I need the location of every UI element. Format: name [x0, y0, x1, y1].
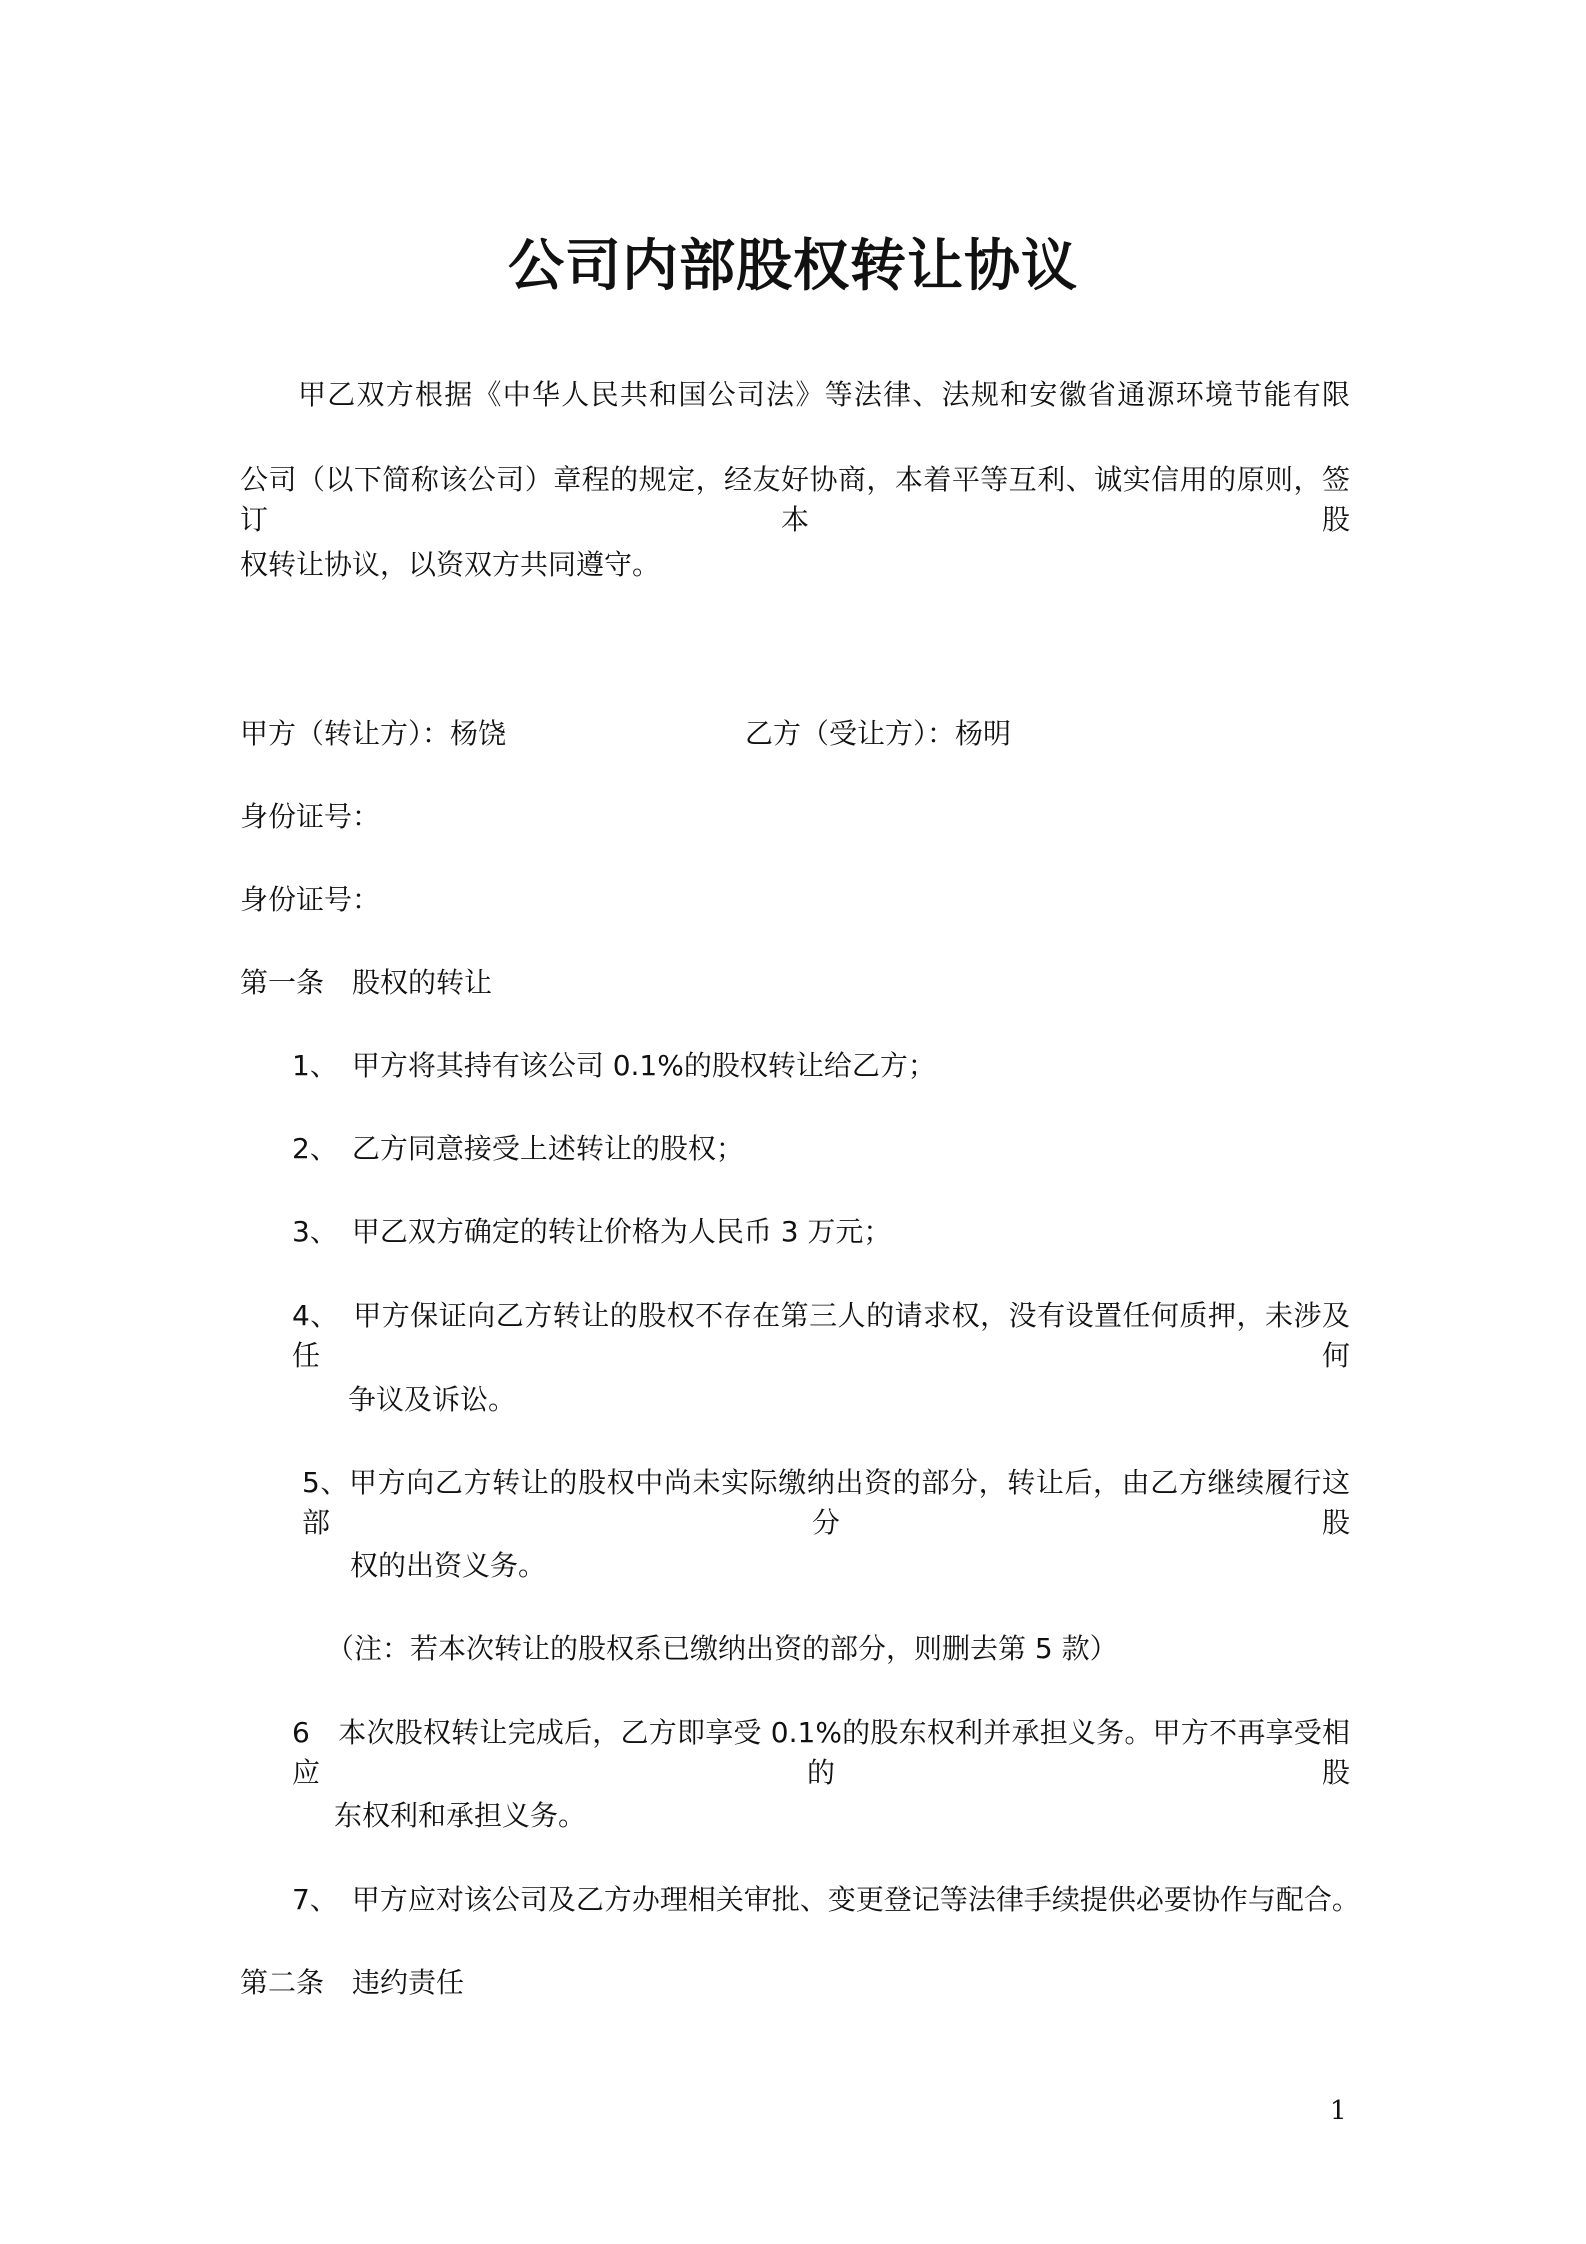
article-1-item-5-line-1: 5、甲方向乙方转让的股权中尚未实际缴纳出资的部分，转让后，由乙方继续履行这部分股 — [302, 1466, 1350, 1539]
party-a-label: 甲方（转让方）：杨饶 — [240, 717, 507, 750]
article-1-item-7: 7、 甲方应对该公司及乙方办理相关审批、变更登记等法律手续提供必要协作与配合。 — [292, 1883, 1360, 1916]
article-1-item-3: 3、 甲乙双方确定的转让价格为人民币 3 万元； — [292, 1215, 892, 1248]
intro-line-2: 公司（以下简称该公司）章程的规定，经友好协商，本着平等互利、诚实信用的原则，签订本股 — [240, 463, 1350, 536]
article-1-item-6-line-1: 6 本次股权转让完成后，乙方即享受 0.1%的股东权利并承担义务。甲方不再享受相应的股 — [292, 1716, 1350, 1789]
article-1-item-1: 1、 甲方将其持有该公司 0.1%的股权转让给乙方； — [292, 1049, 936, 1082]
intro-line-3: 权转让协议，以资双方共同遵守。 — [240, 548, 661, 581]
article-1-item-4-line-1: 4、 甲方保证向乙方转让的股权不存在第三人的请求权，没有设置任何质押，未涉及任何 — [292, 1299, 1350, 1372]
party-b-id-label: 身份证号： — [240, 883, 381, 916]
article-1-item-6-line-2: 东权利和承担义务。 — [334, 1799, 587, 1832]
party-b-label: 乙方（受让方）：杨明 — [745, 717, 1012, 750]
article-1-note: （注：若本次转让的股权系已缴纳出资的部分，则删去第 5 款） — [326, 1632, 1118, 1665]
article-1-item-2: 2、 乙方同意接受上述转让的股权； — [292, 1132, 744, 1165]
document-title: 公司内部股权转让协议 — [508, 234, 1078, 299]
party-a-id-label: 身份证号： — [240, 800, 381, 833]
article-2-heading: 第二条 违约责任 — [240, 1966, 465, 1999]
page-number: 1 — [1330, 2096, 1347, 2126]
article-1-item-5-line-2: 权的出资义务。 — [350, 1549, 547, 1582]
article-1-item-4-line-2: 争议及诉讼。 — [348, 1383, 517, 1416]
article-1-heading: 第一条 股权的转让 — [240, 966, 493, 999]
intro-line-1: 甲乙双方根据《中华人民共和国公司法》等法律、法规和安徽省通源环境节能有限 — [298, 378, 1350, 411]
